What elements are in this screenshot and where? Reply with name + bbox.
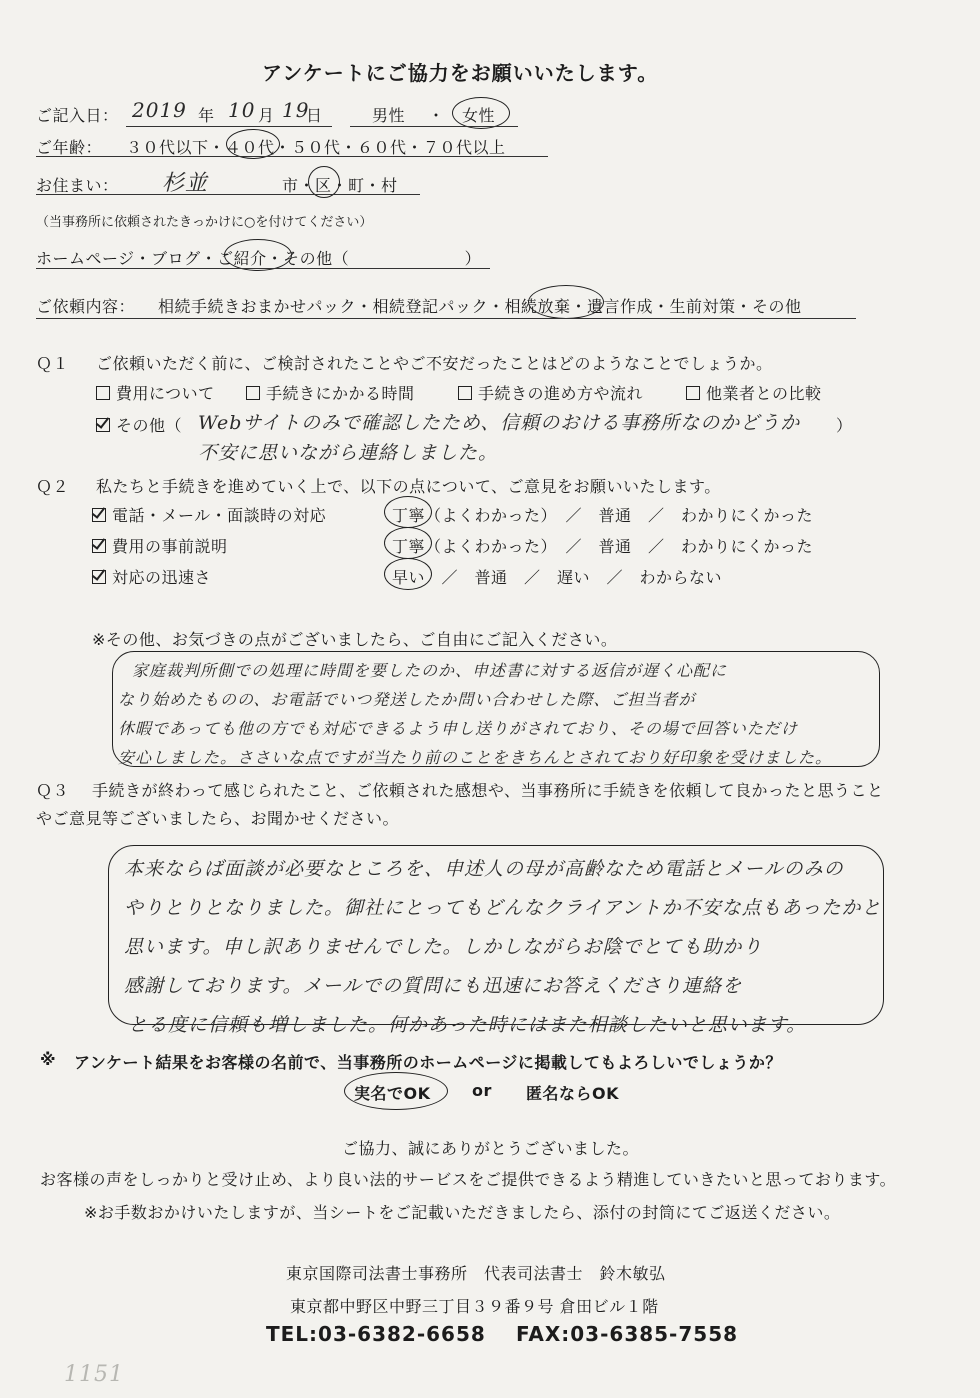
q2-row3: 対応の迅速さ: [92, 565, 211, 588]
date-month: 10: [228, 98, 256, 122]
q1-opt1-checkbox: [96, 386, 110, 400]
q2-question: 私たちと手続きを進めていく上で、以下の点について、ご意見をお願いいたします。: [96, 477, 721, 496]
q2-answer-line4: 安心しました。ささいな点ですが当たり前のことをきちんとされており好印象を受けました。: [118, 748, 833, 767]
request-options: 相続手続きおまかせパック・相続登記パック・相続放棄・遺言作成・生前対策・その他: [158, 297, 802, 316]
q1-answer-line2: 不安に思いながら連絡しました。: [198, 442, 499, 464]
q1-answer-line1: Webサイトのみで確認したため、信頼のおける事務所なのかどうか: [198, 412, 801, 434]
publish-question: アンケート結果をお客様の名前で、当事務所のホームページに掲載してもよろしいでしょうか？: [74, 1053, 782, 1072]
age-underline: [36, 156, 548, 157]
date-month-unit: 月: [258, 106, 275, 125]
q2-row2-circle: [384, 527, 432, 559]
q3-answer-line4: 感謝しております。メールでの質問にも迅速にお答えくださり連絡を: [124, 975, 743, 997]
publish-or: or: [472, 1081, 492, 1100]
gender-underline: [350, 126, 518, 127]
q2-row1: 電話・メール・面談時の対応: [92, 503, 326, 526]
office-address: 東京都中野区中野三丁目３９番９号 倉田ビル１階: [290, 1297, 659, 1316]
q2-row2-options: 丁寧（よくわかった） ／ 普通 ／ わかりにくかった: [392, 537, 814, 556]
q1-opt4: 他業者との比較: [686, 381, 822, 404]
publish-opt-anon: 匿名ならOK: [526, 1084, 620, 1103]
q3-answer-line5: とる度に信頼も増しました。何かあった時にはまた相談したいと思います。: [128, 1014, 807, 1036]
age-40-circle: [226, 129, 280, 159]
q3-answer-line1: 本来ならば面談が必要なところを、申述人の母が高齢なため電話とメールのみの: [124, 858, 844, 880]
q2-label: Ｑ２: [36, 477, 70, 496]
date-label: ご記入日：: [36, 106, 119, 125]
date-year: 2019: [132, 98, 187, 122]
address-label: お住まい：: [36, 176, 119, 195]
q3-question-line1: 手続きが終わって感じられたこと、ご依頼された感想や、当事務所に手続きを依頼して良かったと思うこと: [92, 781, 884, 800]
q3-label: Ｑ３: [36, 781, 70, 800]
q2-answer-line1: 家庭裁判所側での処理に時間を要したのか、申述書に対する返信が遅く心配に: [132, 661, 728, 680]
date-underline: [126, 126, 332, 127]
trigger-note: （当事務所に依頼されたきっかけに○を付けてください）: [36, 215, 373, 230]
q2-row2: 費用の事前説明: [92, 534, 228, 557]
page-title: アンケートにご協力をお願いいたします。: [262, 61, 659, 85]
date-day: 19: [282, 98, 310, 122]
q2-row2-checkbox: [92, 539, 106, 553]
trigger-options: ホームページ・ブログ・ご紹介・その他（ ）: [36, 249, 482, 268]
female-circle: [452, 97, 510, 129]
date-day-unit: 日: [306, 106, 323, 125]
gender-female: 女性: [462, 106, 496, 125]
page-number: 1151: [64, 1362, 124, 1387]
q2-row3-checkbox: [92, 570, 106, 584]
q3-answer-line2: やりとりとなりました。御社にとってもどんなクライアントか不安な点もあったかと: [124, 897, 882, 919]
q1-opt4-checkbox: [686, 386, 700, 400]
office-tel: TEL:03-6382-6658: [266, 1322, 486, 1346]
gender-sep: ・: [428, 106, 445, 125]
q3-question-line2: やご意見等ございましたら、お聞かせください。: [36, 809, 400, 828]
publish-mark: ※: [40, 1050, 57, 1069]
q2-row1-circle: [384, 496, 432, 528]
publish-opt-real: 実名でOK: [354, 1084, 431, 1103]
closing-line2: お客様の声をしっかりと受け止め、より良い法的サービスをご提供できるよう精進していきたいと思っております。: [40, 1170, 897, 1189]
office-fax: FAX:03-6385-7558: [516, 1322, 739, 1346]
publish-real-circle: [344, 1072, 448, 1110]
q1-other: その他（: [96, 413, 182, 436]
q2-answer-line3: 休暇であっても他の方でも対応できるよう申し送りがされており、その場で回答いただけ: [118, 719, 798, 738]
q1-opt2-checkbox: [246, 386, 260, 400]
address-underline: [36, 194, 420, 195]
q2-note: ※その他、お気づきの点がございましたら、ご自由にご記入ください。: [92, 630, 618, 649]
age-options: ３０代以下・４０代・５０代・６０代・７０代以上: [126, 138, 506, 157]
gender-male: 男性: [372, 106, 406, 125]
q1-other-close: ）: [836, 416, 853, 435]
q2-answer-line2: なり始めたものの、お電話でいつ発送したか問い合わせした際、ご担当者が: [118, 690, 696, 709]
date-year-unit: 年: [198, 106, 215, 125]
address-options: 市・区・町・村: [282, 176, 398, 195]
q1-other-checkbox: [96, 418, 110, 432]
trigger-underline: [36, 268, 490, 269]
referral-circle: [224, 239, 292, 271]
q2-row1-checkbox: [92, 508, 106, 522]
age-label: ご年齢：: [36, 138, 103, 157]
q1-opt1: 費用について: [96, 381, 215, 404]
office-name: 東京国際司法書士事務所 代表司法書士 鈴木敏弘: [286, 1264, 666, 1283]
q1-opt2: 手続きにかかる時間: [246, 381, 415, 404]
closing-line3: ※お手数おかけいたしますが、当シートをご記載いただきましたら、添付の封筒にてご返送ください。: [84, 1203, 841, 1222]
q2-row3-options: 早い ／ 普通 ／ 遅い ／ わからない: [392, 568, 723, 587]
q1-question: ご依頼いただく前に、ご検討されたことやご不安だったことはどのようなことでしょうか。: [96, 354, 773, 373]
address-value: 杉並: [162, 171, 209, 196]
request-underline: [36, 318, 856, 319]
q3-answer-line3: 思います。申し訳ありませんでした。しかしながらお陰でとても助かり: [124, 936, 763, 958]
closing-thanks: ご協力、誠にありがとうございました。: [342, 1139, 640, 1158]
request-label: ご依頼内容：: [36, 297, 136, 316]
q1-opt3: 手続きの進め方や流れ: [458, 381, 643, 404]
q1-label: Ｑ１: [36, 354, 70, 373]
q2-row3-circle: [384, 558, 432, 590]
renounce-circle: [528, 285, 604, 319]
q2-row1-options: 丁寧（よくわかった） ／ 普通 ／ わかりにくかった: [392, 506, 814, 525]
q1-opt3-checkbox: [458, 386, 472, 400]
